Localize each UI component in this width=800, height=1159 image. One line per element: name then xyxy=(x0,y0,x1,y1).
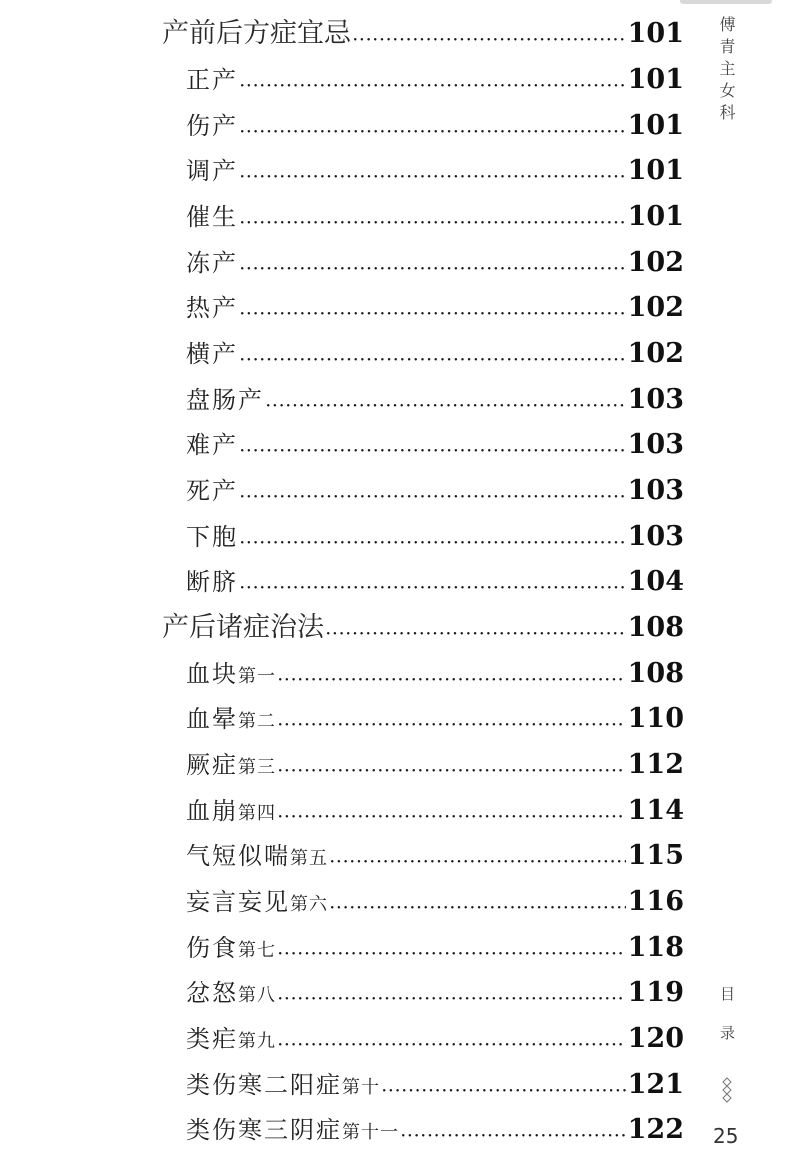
toc-entry-page: 108 xyxy=(627,658,684,689)
toc-entry-title: 难产 xyxy=(186,431,238,459)
toc-entry-page: 102 xyxy=(627,338,684,369)
toc-entry-page: 110 xyxy=(627,703,684,734)
toc-entry-title: 盘肠产 xyxy=(186,386,264,414)
leader-dots xyxy=(278,745,626,794)
toc-entry-number: 第九 xyxy=(238,1031,276,1052)
toc-entry-title: 类伤寒三阴症 xyxy=(186,1116,342,1144)
leader-dots xyxy=(401,1110,626,1159)
toc-entry[interactable] xyxy=(162,605,684,651)
leader-dots xyxy=(278,973,626,1022)
toc-entry-title: 正产 xyxy=(186,66,238,94)
toc-entry[interactable] xyxy=(186,468,684,514)
toc-entry-page: 103 xyxy=(627,475,684,506)
toc-entry-page: 101 xyxy=(627,18,684,49)
toc-entry[interactable] xyxy=(186,1107,684,1153)
leader-dots xyxy=(240,425,626,474)
toc-entry[interactable] xyxy=(186,422,684,468)
toc-entry-page: 103 xyxy=(627,384,684,415)
leader-dots xyxy=(330,836,626,885)
toc-entry-title: 血崩 xyxy=(186,797,238,825)
toc-entry-number: 第一 xyxy=(238,666,276,687)
toc-entry-page: 112 xyxy=(627,749,684,780)
toc-entry-number: 第二 xyxy=(238,711,276,732)
toc-entry-title: 横产 xyxy=(186,340,238,368)
toc-entry-page: 102 xyxy=(627,292,684,323)
toc-entry-page: 119 xyxy=(627,977,684,1008)
toc-entry[interactable] xyxy=(186,788,684,834)
toc-entry[interactable] xyxy=(186,148,684,194)
toc-entry-page: 108 xyxy=(627,612,684,643)
toc-entry[interactable] xyxy=(186,194,684,240)
toc-entry-page: 104 xyxy=(627,566,684,597)
toc-entry-title: 厥症 xyxy=(186,751,238,779)
toc-entry[interactable] xyxy=(186,742,684,788)
toc-entry-number: 第十 xyxy=(342,1077,380,1098)
leader-dots xyxy=(240,197,626,246)
leader-dots xyxy=(326,608,626,657)
running-head-book-title: 傅青主女科 xyxy=(717,16,736,126)
toc-entry-title: 类疟 xyxy=(186,1025,238,1053)
toc-entry-title: 热产 xyxy=(186,294,238,322)
page-number: 25 xyxy=(713,1124,739,1148)
leader-dots xyxy=(278,1019,626,1068)
toc-entry[interactable] xyxy=(186,970,684,1016)
leader-dots xyxy=(278,699,626,748)
toc-entry[interactable] xyxy=(186,696,684,742)
toc-entry-page: 118 xyxy=(627,932,684,963)
toc-entry-number: 第五 xyxy=(290,848,328,869)
toc-entry[interactable] xyxy=(186,285,684,331)
leader-dots xyxy=(240,151,626,200)
toc-entry-title: 伤食 xyxy=(186,934,238,962)
toc-entry-page: 116 xyxy=(627,886,684,917)
toc-entry[interactable] xyxy=(186,57,684,103)
leader-dots xyxy=(330,882,626,931)
leader-dots xyxy=(353,14,626,63)
toc-entry[interactable] xyxy=(186,377,684,423)
toc-entry-page: 101 xyxy=(627,110,684,141)
toc-entry-page: 101 xyxy=(627,201,684,232)
toc-entry-title: 血块 xyxy=(186,660,238,688)
running-head-section: 目录 xyxy=(718,986,736,1064)
toc-entry[interactable] xyxy=(162,11,684,57)
toc-entry-title: 血晕 xyxy=(186,705,238,733)
toc-entry-number: 第三 xyxy=(238,757,276,778)
toc-entry[interactable] xyxy=(186,240,684,286)
toc-entry-number: 第十一 xyxy=(342,1122,399,1143)
toc-entry-page: 120 xyxy=(627,1023,684,1054)
toc-entry[interactable] xyxy=(186,1062,684,1108)
toc-entry[interactable] xyxy=(186,331,684,377)
toc-entry-page: 114 xyxy=(627,795,684,826)
toc-entry-title: 忿怒 xyxy=(186,979,238,1007)
toc-entry-title: 类伤寒二阳症 xyxy=(186,1071,342,1099)
leader-dots xyxy=(240,334,626,383)
toc-entry-title: 冻产 xyxy=(186,249,238,277)
toc-entry-title: 气短似喘 xyxy=(186,842,290,870)
toc-entry-page: 101 xyxy=(627,155,684,186)
toc-entry-title: 产前后方症宜忌 xyxy=(162,18,351,49)
toc-entry-page: 122 xyxy=(627,1114,684,1145)
top-edge-bar xyxy=(680,0,772,4)
toc-entry[interactable] xyxy=(186,1016,684,1062)
leader-dots xyxy=(240,60,626,109)
toc-entry-number: 第八 xyxy=(238,985,276,1006)
leader-dots xyxy=(240,471,626,520)
toc-entry-title: 死产 xyxy=(186,477,238,505)
leader-dots xyxy=(240,562,626,611)
toc-entry-title: 催生 xyxy=(186,203,238,231)
toc-entry-title: 断脐 xyxy=(186,568,238,596)
toc-entry-title: 产后诸症治法 xyxy=(162,612,324,643)
toc-entry-page: 102 xyxy=(627,247,684,278)
toc-entry-page: 101 xyxy=(627,64,684,95)
toc-entry[interactable] xyxy=(186,651,684,697)
toc-entry-title: 下胞 xyxy=(186,523,238,551)
toc-entry-page: 103 xyxy=(627,429,684,460)
toc-entry[interactable] xyxy=(186,559,684,605)
toc-entry-title: 伤产 xyxy=(186,112,238,140)
toc-entry[interactable] xyxy=(186,514,684,560)
toc-entry[interactable] xyxy=(186,833,684,879)
toc-entry-title: 妄言妄见 xyxy=(186,888,290,916)
toc-entry-page: 121 xyxy=(627,1069,684,1100)
toc-entry-page: 115 xyxy=(627,840,684,871)
toc-entry[interactable] xyxy=(186,925,684,971)
toc-entry[interactable] xyxy=(186,879,684,925)
toc-entry-number: 第四 xyxy=(238,803,276,824)
toc-entry-title: 调产 xyxy=(186,157,238,185)
toc-entry-number: 第七 xyxy=(238,940,276,961)
leader-dots xyxy=(240,288,626,337)
toc-entry[interactable] xyxy=(186,103,684,149)
toc-entry-number: 第六 xyxy=(290,894,328,915)
ornament-icon xyxy=(721,1077,733,1103)
toc-entry-page: 103 xyxy=(627,521,684,552)
